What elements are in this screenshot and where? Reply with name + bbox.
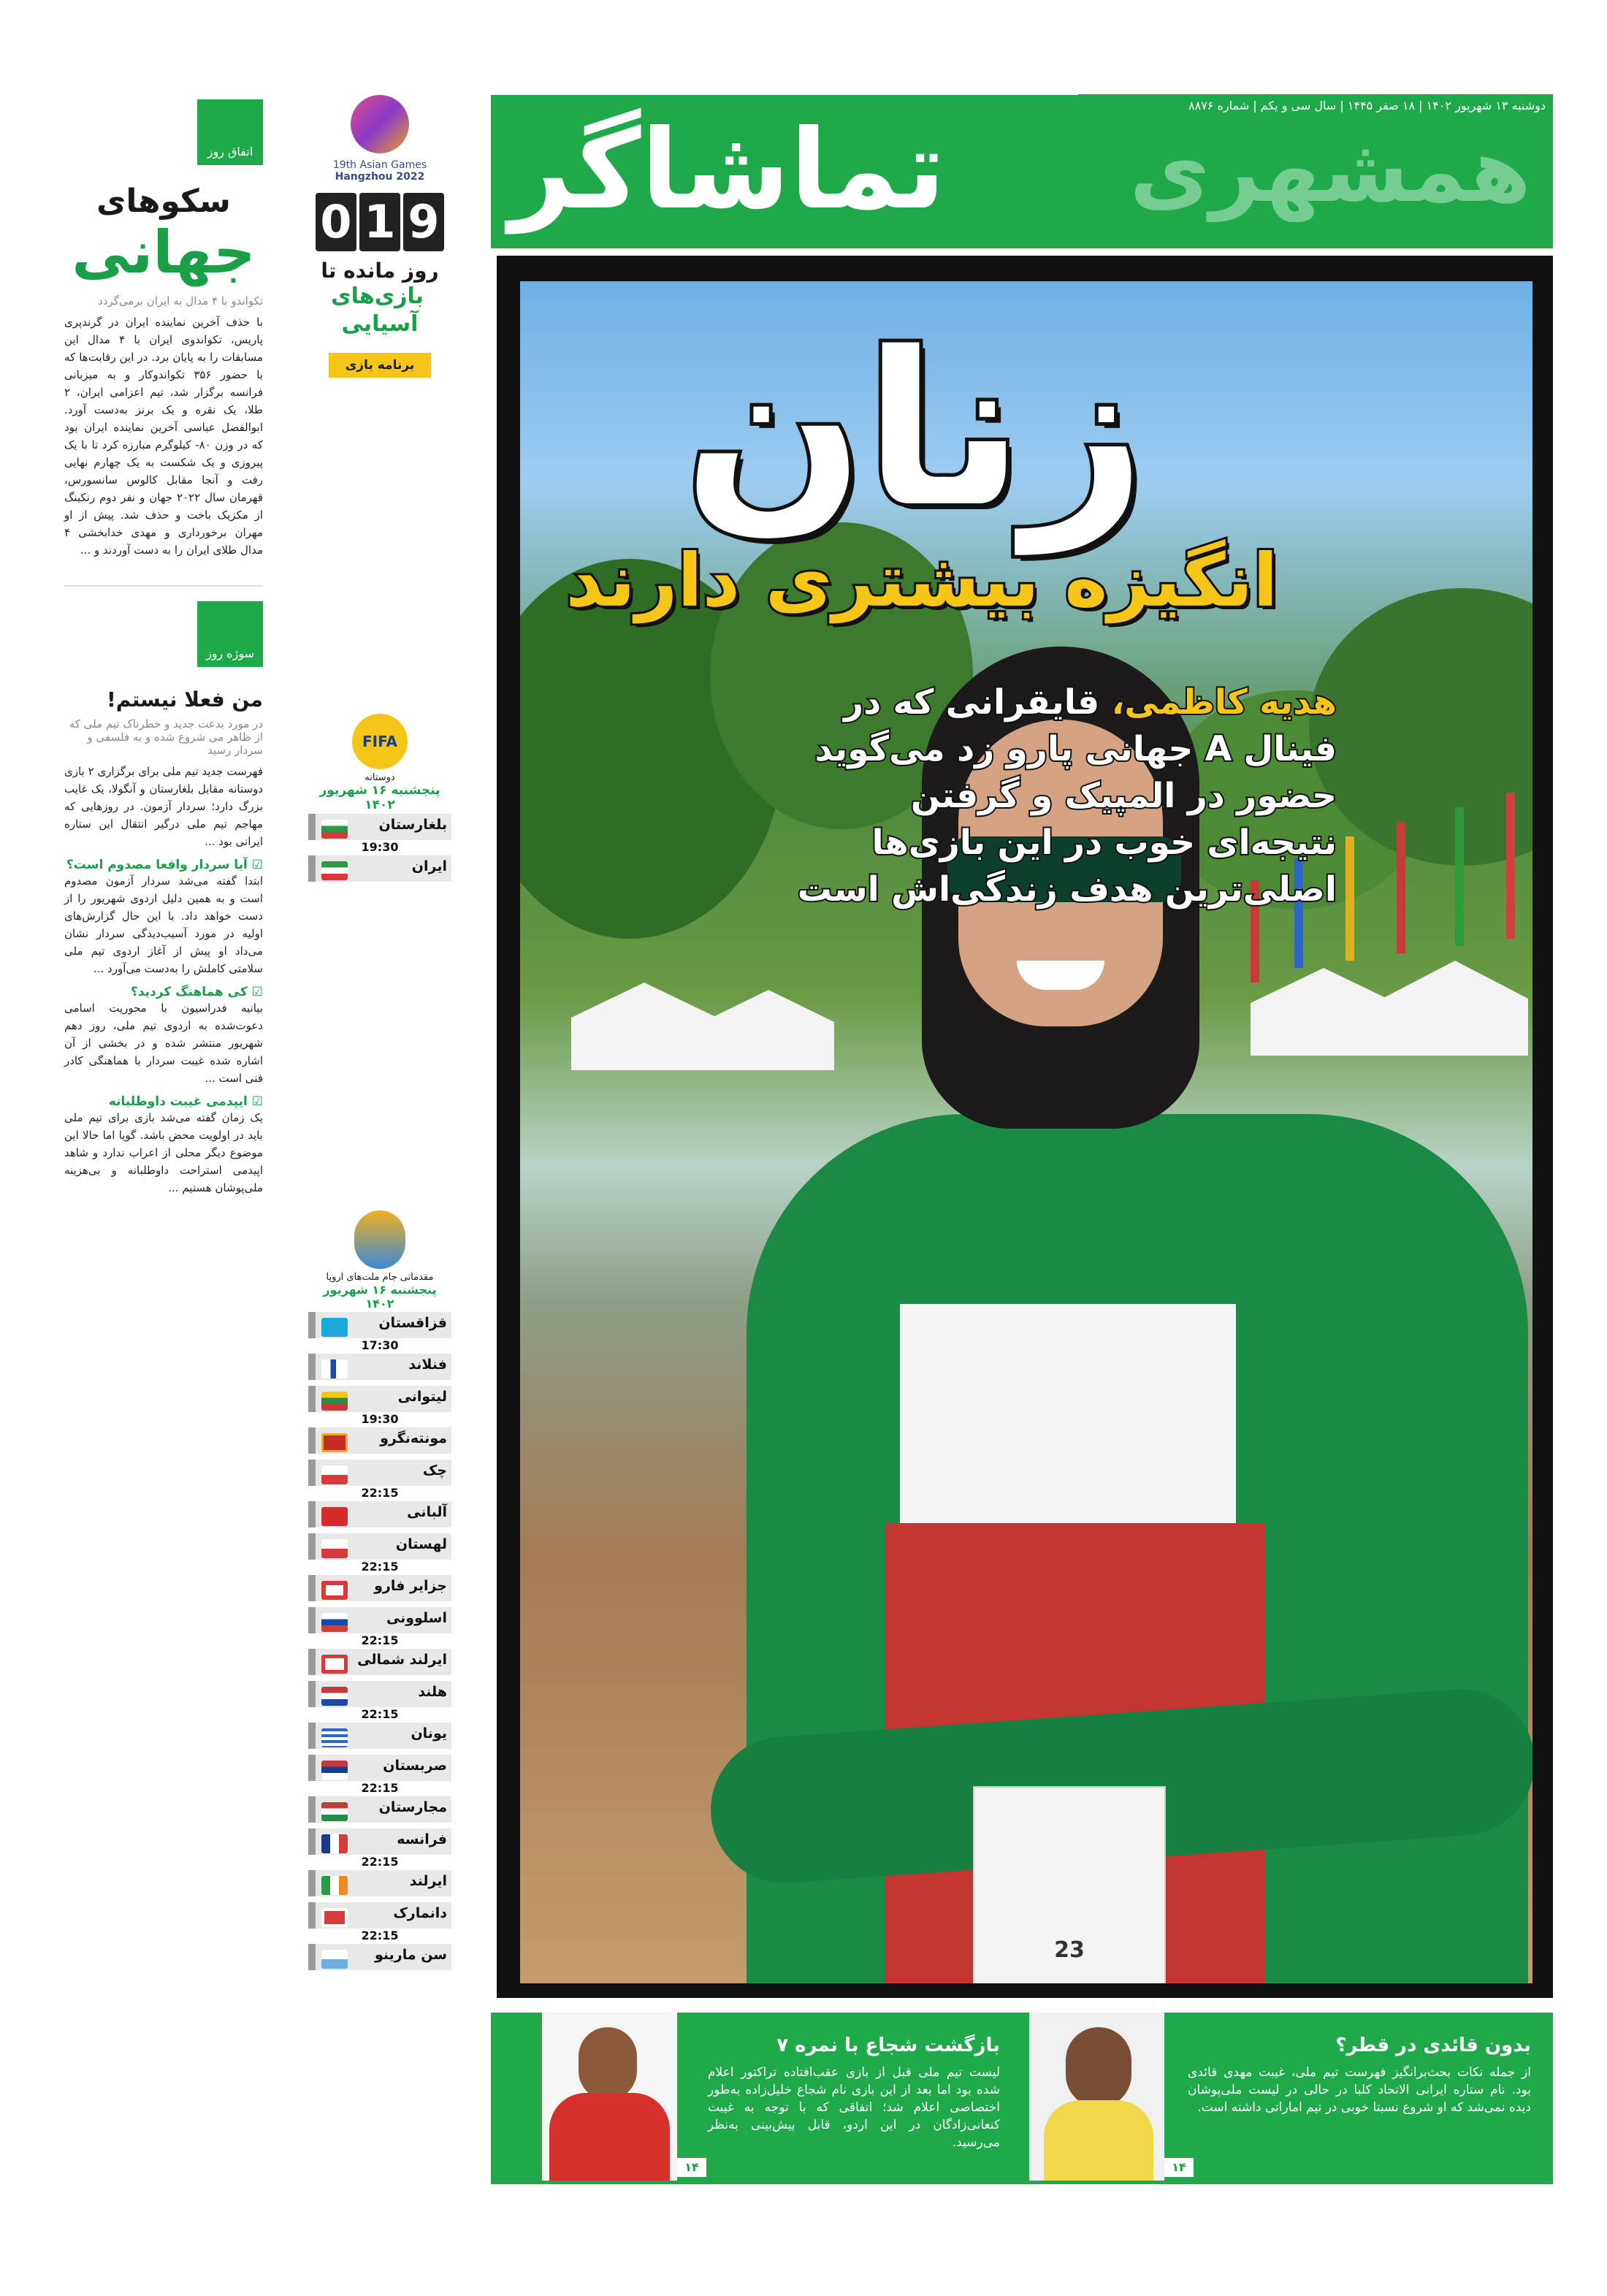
story2-answer: ابتدا گفته می‌شد سردار آزمون مصدوم است و به همین دلیل اردوی شهریور را از دست خواهد داد. با این حال گزارش‌های اولیه در مورد آسیب‌دیدگی سردار نشان می‌داد او پیش از آغاز اردوی تیم ملی سلامتی کاملش را به‌دست می‌آورد ... xyxy=(64,874,263,975)
bottom-teasers xyxy=(491,2013,1553,2184)
subhead-text: کی هماهنگ کردید؟ xyxy=(130,985,248,999)
story2-subhead xyxy=(64,1094,263,1109)
denmark-flag-icon xyxy=(321,1908,348,1927)
team-name: اسلوونی xyxy=(386,1610,447,1626)
team-name: مجارستان xyxy=(378,1799,447,1815)
team-row-away xyxy=(308,1870,451,1896)
team-row-away xyxy=(308,1501,451,1528)
poland-flag-icon xyxy=(321,1539,348,1558)
fifa-date: پنجشنبه ۱۶ شهریور ۱۴۰۲ xyxy=(319,783,440,812)
hero-headline: زنان xyxy=(683,308,1146,554)
badge-number: 23 xyxy=(1054,1937,1085,1963)
fifa-logo: FIFA xyxy=(352,714,408,769)
team-name: فنلاند xyxy=(408,1357,447,1373)
team-row-home xyxy=(308,1386,451,1412)
team-name: چک xyxy=(422,1462,447,1479)
tent-shape xyxy=(703,990,834,1070)
story2-subhead xyxy=(64,858,263,872)
team-name: قزاقستان xyxy=(378,1315,447,1331)
flag-shape xyxy=(1345,836,1354,961)
lithuania-flag-icon xyxy=(321,1392,348,1411)
left-column xyxy=(64,95,263,1197)
accreditation-badge xyxy=(973,1786,1166,1983)
story1-title-top[interactable]: سکوهای xyxy=(96,183,231,220)
flag-shape xyxy=(1455,807,1464,946)
team-name: یونان xyxy=(411,1725,447,1742)
team-name: سن مارینو xyxy=(374,1947,447,1963)
teaser-right[interactable] xyxy=(1022,2013,1553,2184)
teaser-body: از جمله نکات بحث‌برانگیز فهرست تیم ملی، غیبت مهدی قائدی بود. نام ستاره ایرانی الاتحاد کلبا در حالی در لیست ملی‌پوشان دیده نمی‌شد که او شروع نسبتا خوبی در تیم اماراتی داشته است. xyxy=(1188,2065,1531,2115)
team-name: بلغارستان xyxy=(378,817,447,833)
page-number: ۱۴ xyxy=(1164,2158,1194,2177)
schedule-column xyxy=(308,95,451,1970)
lead-text: قایقرانی که در فینال A جهانی پارو زد می‌گوید حضور در المپیک و گرفتن نتیجه‌ای خوب در این بازی‌ها اصلی‌ترین هدف زندگی‌اش است xyxy=(797,682,1337,909)
team-name: صربستان xyxy=(383,1758,447,1774)
euro-date: پنجشنبه ۱۶ شهریور ۱۴۰۲ xyxy=(323,1283,437,1311)
team-row-home xyxy=(308,1460,451,1486)
countdown-digit: 0 xyxy=(316,193,356,251)
san-marino-flag-icon xyxy=(321,1950,348,1969)
tent-shape xyxy=(1251,968,1397,1056)
team-row-away xyxy=(308,1427,451,1454)
lead-highlight: هدیه کاظمی، xyxy=(1111,682,1337,722)
story2-header xyxy=(64,601,263,674)
iran-flag-icon xyxy=(321,861,348,880)
check-icon: ☑ xyxy=(247,985,263,999)
kazakhstan-flag-icon xyxy=(321,1318,348,1337)
story2-answer: بیانیه فدراسیون با محوریت اسامی دعوت‌شده به اردوی تیم ملی، روز دهم شهریور منتشر شده و در بخشی از آن اشاره شده غیبت سردار با هماهنگی کادر فنی است ... xyxy=(64,1002,263,1085)
team-row-home xyxy=(308,1607,451,1633)
team-row-away xyxy=(308,1575,451,1601)
countdown-digit: 9 xyxy=(403,193,444,251)
countdown-digit: 1 xyxy=(359,193,400,251)
match-time: 22:15 xyxy=(361,1486,399,1500)
match-time: 22:15 xyxy=(361,1560,399,1574)
match-time: 19:30 xyxy=(361,1412,399,1426)
countdown-digits xyxy=(308,193,451,251)
team-name: لیتوانی xyxy=(397,1389,447,1405)
asian-games-emblem-icon xyxy=(351,95,409,153)
teaser-title: بدون قائدی در قطر؟ xyxy=(1335,2034,1531,2056)
story2-title[interactable]: من فعلا نیستم! xyxy=(106,687,263,712)
team-name: جزایر فارو xyxy=(374,1578,447,1594)
section-tag: سوژه روز xyxy=(197,601,263,667)
jersey-white-stripe xyxy=(900,1304,1236,1523)
player-photo xyxy=(1029,2013,1164,2181)
flag-shape xyxy=(1397,822,1405,953)
hungary-flag-icon xyxy=(321,1802,348,1821)
team-row-home xyxy=(308,1681,451,1707)
fifa-subtitle: دوستانه xyxy=(364,772,395,783)
team-row-home xyxy=(308,1533,451,1560)
story1-title-big[interactable]: جهانی xyxy=(72,218,256,286)
story2-subhead xyxy=(64,985,263,999)
finland-flag-icon xyxy=(321,1359,348,1378)
page-number: ۱۴ xyxy=(677,2158,706,2177)
team-name: آلبانی xyxy=(407,1504,447,1520)
match-time: 22:15 xyxy=(361,1855,399,1869)
euro-subtitle: مقدماتی جام ملت‌های اروپا xyxy=(326,1272,434,1283)
team-row-home xyxy=(308,1902,451,1929)
team-name: ایرلند xyxy=(409,1873,447,1889)
team-name: ایران xyxy=(411,858,447,874)
flag-shape xyxy=(1506,793,1515,939)
subhead-text: ایپدمی غیبت داوطلبانه xyxy=(108,1094,248,1109)
match-time: 19:30 xyxy=(361,840,399,854)
match-time: 22:15 xyxy=(361,1707,399,1721)
team-name: فرانسه xyxy=(397,1831,447,1847)
team-name: هلند xyxy=(418,1684,447,1700)
subhead-text: آیا سردار واقعا مصدوم است؟ xyxy=(66,858,248,872)
story2-kicker: در مورد بدعت جدید و خطرناک تیم ملی که از ظاهر می شروع شده و به فلسفی و سردار رسید xyxy=(69,717,263,757)
team-row-away xyxy=(308,1649,451,1675)
countdown-event: بازی‌های آسیایی xyxy=(331,283,424,337)
czechia-flag-icon xyxy=(321,1465,348,1484)
asian-games-logo xyxy=(308,95,451,183)
event-line1: 19th Asian Games xyxy=(332,159,427,171)
match-time: 22:15 xyxy=(361,1929,399,1942)
dateline: دوشنبه ۱۳ شهریور ۱۴۰۲ | ۱۸ صفر ۱۴۴۵ | سال سی و یکم | شماره ۸۸۷۶ xyxy=(1078,94,1553,118)
event-line2: Hangzhou 2022 xyxy=(335,171,425,183)
teaser-left[interactable] xyxy=(491,2013,1022,2184)
masthead-logo[interactable]: تماشاگر xyxy=(509,107,946,234)
tent-shape xyxy=(571,983,717,1070)
slovenia-flag-icon xyxy=(321,1613,348,1632)
countdown-caption: روز مانده تا xyxy=(321,259,439,283)
ireland-flag-icon xyxy=(321,1876,348,1895)
team-row-away xyxy=(308,1944,451,1970)
montenegro-flag-icon xyxy=(321,1433,348,1452)
team-row-home xyxy=(308,1755,451,1781)
section-tag: اتفاق روز xyxy=(197,99,263,165)
team-name: دانمارک xyxy=(393,1905,447,1921)
team-row-away xyxy=(308,1796,451,1823)
teaser-body: لیست تیم ملی قبل از بازی عقب‌افتاده تراکتور اعلام شده بود اما بعد از این بازی نام شجاع خلیل‌زاده به‌طور اختصاصی اعلام شد؛ اتفاقی که با توجه به غیبت کنعانی‌زادگان در این اردو، قابل پیش‌بینی به‌نظر می‌رسید. xyxy=(708,2065,1000,2150)
match-time: 22:15 xyxy=(361,1633,399,1647)
hero-subheadline: انگیزه بیشتری دارند xyxy=(565,538,1278,623)
fifa-block xyxy=(308,714,451,882)
masthead-brand: همشهری xyxy=(1129,121,1531,222)
match-time: 22:15 xyxy=(361,1781,399,1795)
france-flag-icon xyxy=(321,1834,348,1853)
hero-lead xyxy=(774,679,1337,913)
teaser-title: بازگشت شجاع با نمره ۷ xyxy=(776,2034,1000,2056)
schedule-label[interactable]: برنامه بازی xyxy=(329,353,431,378)
netherlands-flag-icon xyxy=(321,1687,348,1706)
team-row-away xyxy=(308,1723,451,1749)
story2-answer: یک زمان گفته می‌شد بازی برای تیم ملی باید در اولویت محض باشد. گویا اما حالا این موضوع دیگر محلی از اعراب ندارد و شاهد اپیدمی استراحت داوطلبانه و بی‌هزینه ملی‌پوشان هستیم ... xyxy=(64,1111,263,1194)
serbia-flag-icon xyxy=(321,1761,348,1780)
check-icon: ☑ xyxy=(247,1094,263,1109)
match-time: 17:30 xyxy=(361,1338,399,1352)
player-photo xyxy=(542,2013,677,2181)
team-row-home xyxy=(308,814,451,840)
albania-flag-icon xyxy=(321,1507,348,1526)
team-row-away xyxy=(308,1354,451,1380)
story1-kicker: تکواندو با ۴ مدال به ایران برمی‌گردد xyxy=(98,294,263,308)
northern-ireland-flag-icon xyxy=(321,1655,348,1674)
euro-block xyxy=(308,1210,451,1970)
team-name: ایرلند شمالی xyxy=(357,1652,447,1668)
team-name: مونته‌نگرو xyxy=(380,1430,447,1446)
greece-flag-icon xyxy=(321,1728,348,1747)
team-row-home xyxy=(308,1312,451,1338)
story2-body: فهرست جدید تیم ملی برای برگزاری ۲ بازی دوستانه مقابل بلغارستان و آنگولا، یک غایب بزرگ دارد؛ سردار آزمون. در روزهایی که مهاجم تیم ملی درگیر انتقال این ستاره ایرانی بود ... xyxy=(64,765,264,848)
bulgaria-flag-icon xyxy=(321,820,348,839)
tent-shape xyxy=(1382,961,1528,1056)
story1-body: با حذف آخرین نماینده ایران در گرندپری پاریس، تکواندوی ایران با ۴ مدال این مسابقات را به پایان برد. در این رقابت‌ها که با حضور ۳۵۶ تکواندوکار و به میزبانی فرانسه برگزار شد، تیم اعزامی ایران، ۲ طلا، یک نقره و یک برنز به‌دست آورد. ابوالفضل عباسی آخرین نماینده ایران بود که در وزن ۸۰- کیلوگرم مبارزه کرد تا با یک پیروزی و یک شکست به یک چهارم نهایی رفت و آنجا مقابل کالوس سانسورس، قهرمان سال ۲۰۲۲ جهان و نفر دوم رنکینگ از مکزیک باخت و حذف شد. پیش از او مهران برخورداری و مهدی خدابخشی ۴ مدال طلای ایران را به دست آوردند و ... xyxy=(64,316,263,557)
masthead xyxy=(491,95,1553,248)
team-name: لهستان xyxy=(395,1536,447,1552)
check-icon: ☑ xyxy=(247,858,263,872)
team-row-home xyxy=(308,1828,451,1855)
story1-header xyxy=(64,95,263,168)
faroe-flag-icon xyxy=(321,1581,348,1600)
euro-trophy-icon xyxy=(354,1210,405,1269)
team-row-away xyxy=(308,855,451,882)
